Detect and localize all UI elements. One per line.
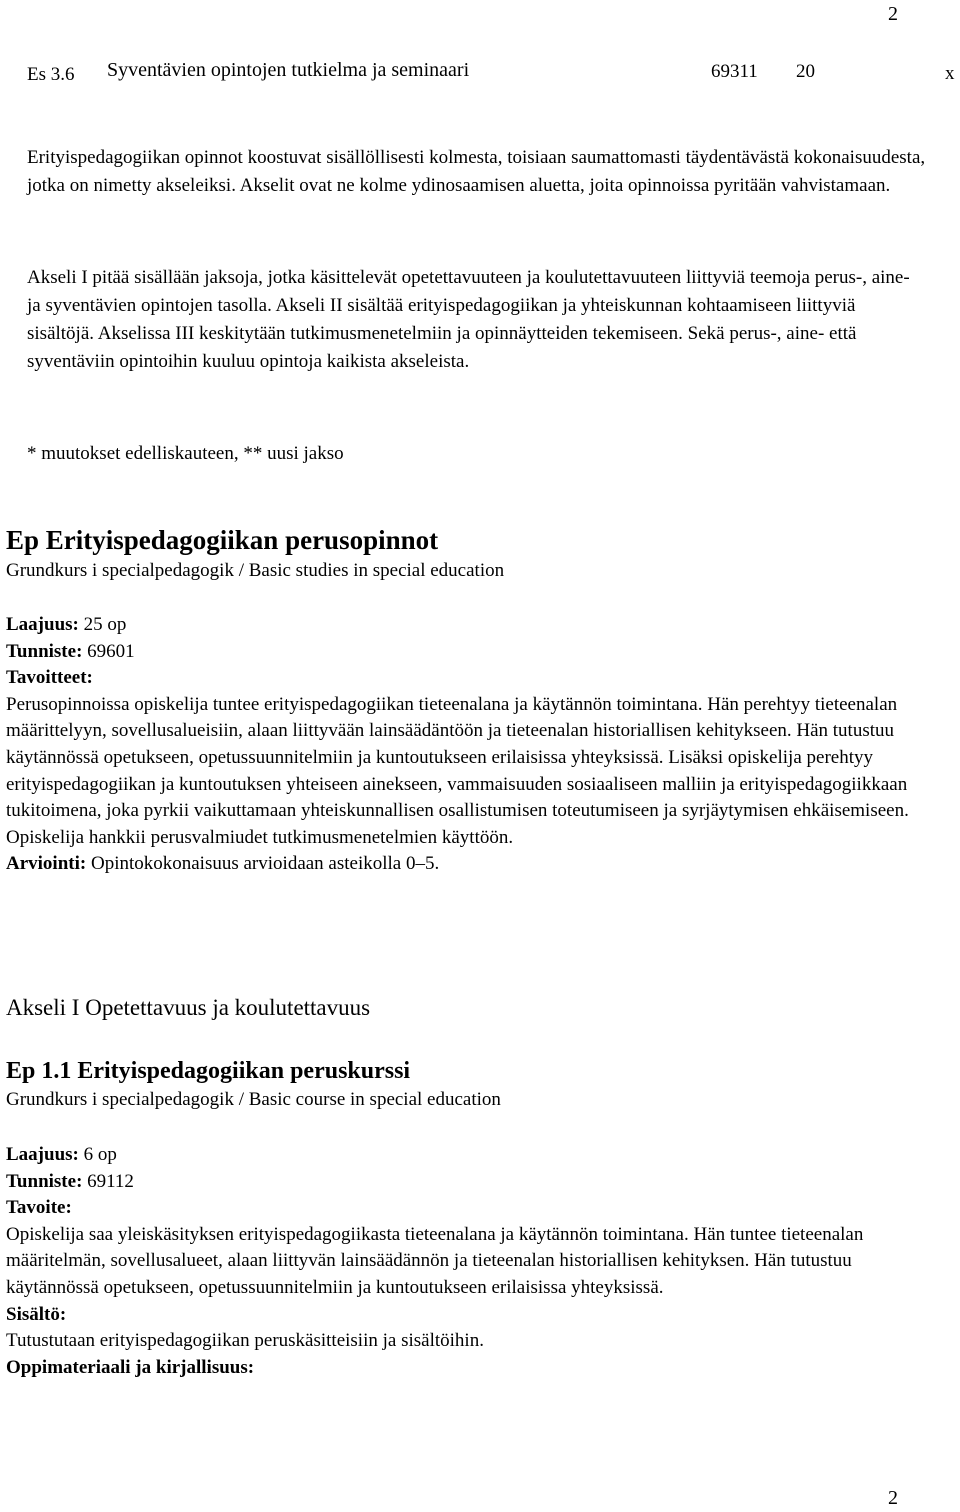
course-code: Es 3.6 [27, 64, 75, 85]
intro-paragraph-1: Erityispedagogiikan opinnot koostuvat sisällöllisesti kolmesta, toisiaan saumattomasti täydentävästä kokonaisuudesta, jotka on nimetty akseleiksi. Akselit ovat ne kolme ydinosaamisen aluetta, joita opinnoissa pyritään vahvistamaan. [27, 147, 926, 196]
id-value: 69601 [82, 640, 135, 662]
course-ep11-subtitle: Grundkurs i specialpedagogik / Basic course in special education [6, 1089, 501, 1110]
goals-text: Perusopinnoissa opiskelija tuntee erityispedagogiikan tieteenalana ja käytännön toimintana. Hän perehtyy tieteenalan määrittelyyn, sovellusalueisiin, alaan liittyvään lainsäädäntöön ja tieteenalan historiallisen kehitykseen. Hän tutustuu käytännössä opetukseen, opetussuunnitelmiin ja kuntoutukseen erilaisissa yhteyksissä. Lisäksi opiskelija perehtyy erityispedagogiikan ja kuntoutuksen yhteiseen ainekseen, vammaisuuden sosiaaliseen malliin ja erityispedagogiikkaan tukitoimena, joka pyrkii vaikuttamaan yhteiskunnallisen osallistumisen toteutumiseen ja syrjäytymisen ehkäisemiseen. Opiskelija hankkii perusvalmiudet tutkimusmenetelmien käyttöön. [6, 693, 909, 848]
goals-label: Tavoitteet: [6, 667, 93, 689]
course-mark: x [945, 63, 955, 84]
ep11-goal-text: Opiskelija saa yleiskäsityksen erityispedagogiikasta tieteenalana ja käytännön toimintana. Hän tuntee tieteenalan määritelmän, sovellusalueet, alaan liittyvän lainsäädännön ja tieteenalan historiallisen kehityksen. Hän tutustuu käytännössä opetukseen, opetussuunnitelmiin ja kuntoutukseen erilaisissa yhteyksissä. [6, 1223, 864, 1298]
ep11-scope-value: 6 op [78, 1144, 117, 1165]
course-ep11-title: Ep 1.1 Erityispedagogiikan peruskurssi [6, 1058, 411, 1084]
ep11-content-label: Sisältö: [6, 1303, 67, 1325]
evaluation-text: Opintokokonaisuus arvioidaan asteikolla 0–5. [86, 853, 440, 875]
ep11-scope-label: Laajuus: [6, 1144, 79, 1165]
ep11-goal-label: Tavoite: [6, 1197, 72, 1219]
ep11-id-value: 69112 [82, 1170, 134, 1192]
ep11-content-text: Tutustutaan erityispedagogiikan peruskäsitteisiin ja sisältöihin. [6, 1330, 484, 1352]
changes-note: * muutokset edelliskauteen, ** uusi jakso [27, 443, 344, 464]
basic-studies-details [6, 612, 936, 878]
ep11-id-label: Tunniste: [6, 1170, 83, 1192]
course-ep11-section [6, 1056, 936, 1113]
evaluation-label: Arviointi: [6, 853, 87, 875]
scope-label: Laajuus: [6, 614, 79, 635]
course-ep11-details [6, 1142, 936, 1381]
course-credits: 20 [796, 61, 815, 82]
ep11-id-line [6, 1169, 936, 1196]
id-line [6, 639, 936, 666]
ep11-materials-label: Oppimateriaali ja kirjallisuus: [6, 1356, 255, 1378]
basic-studies-subtitle: Grundkurs i specialpedagogik / Basic studies in special education [6, 560, 505, 581]
intro-paragraph-2: Akseli I pitää sisällään jaksoja, jotka käsittelevät opetettavuuteen ja koulutettavuuteen liittyviä teemoja perus-, aine- ja syventävien opintojen tasolla. Akseli II sisältää erityispedagogiikan ja yhteiskunnan kohtaamiseen liittyviä sisältöjä. Akselissa III keskitytään tutkimusmenetelmiin ja opinnäytteiden tekemiseen. Sekä perus-, aine- että syventäviin opintoihin kuuluu opintoja kaikista akseleista. [27, 267, 910, 372]
course-title: Syventävien opintojen tutkielma ja seminaari [107, 59, 470, 81]
scope-line [6, 612, 936, 639]
basic-studies-title: Ep Erityispedagogiikan perusopinnot [6, 525, 439, 555]
evaluation-line [6, 851, 936, 878]
ep11-scope-line [6, 1142, 936, 1169]
scope-value: 25 op [78, 614, 127, 635]
id-label: Tunniste: [6, 640, 83, 662]
axis-1-title: Akseli I Opetettavuus ja koulutettavuus [6, 995, 371, 1020]
basic-studies-section [6, 523, 936, 584]
course-id: 69311 [711, 61, 758, 82]
header-row [0, 56, 960, 86]
page-number-top: 2 [888, 3, 898, 25]
page-number-bottom: 2 [888, 1487, 898, 1509]
